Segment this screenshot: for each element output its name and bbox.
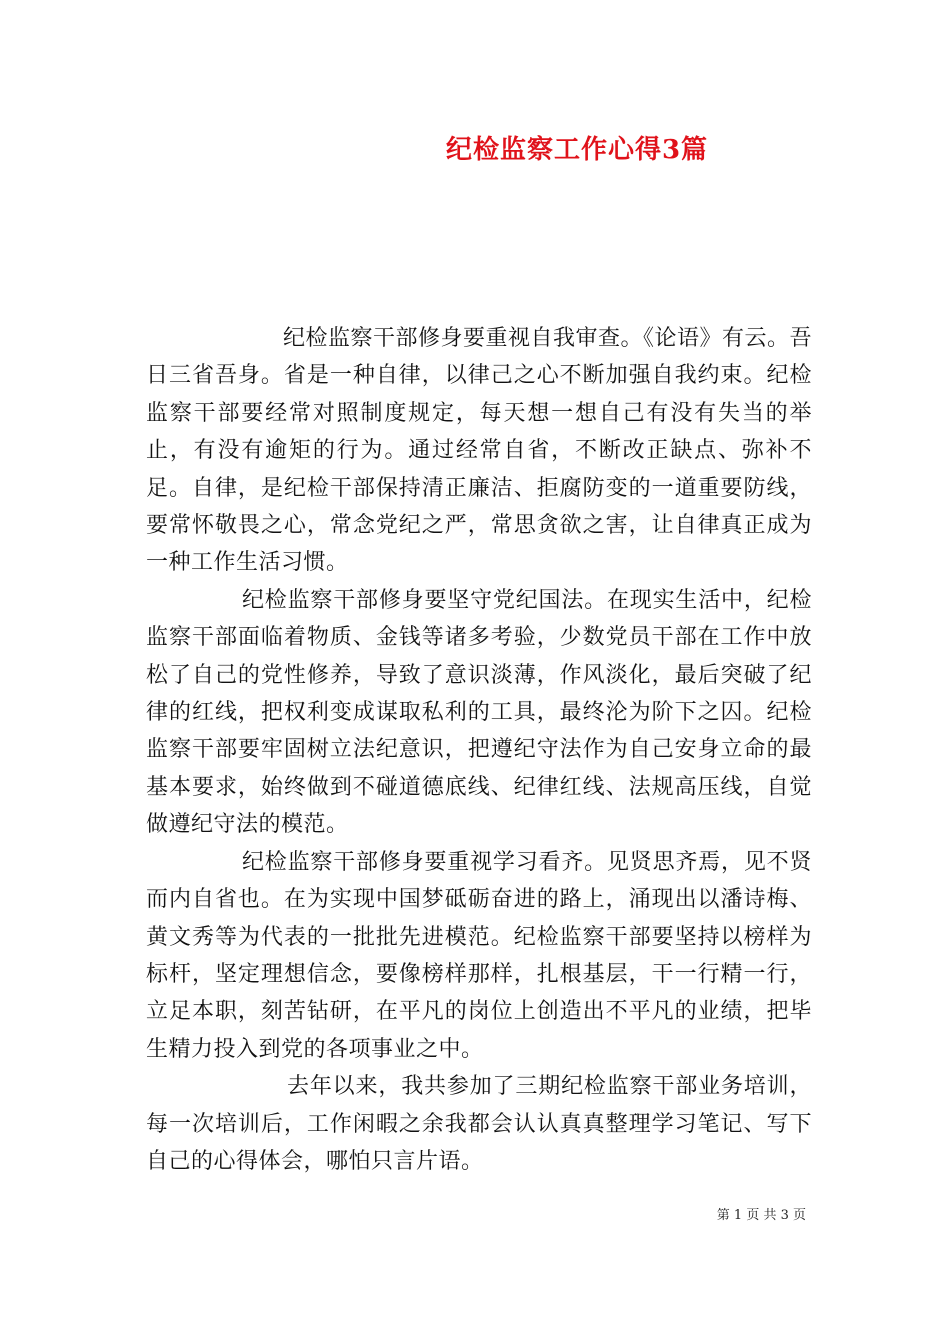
page-number-footer: 第 1 页 共 3 页 bbox=[716, 1208, 806, 1223]
paragraph-party-discipline: 纪检监察干部修身要坚守党纪国法。在现实生活中，纪检监察干部面临着物质、金钱等诸多考验，少数党员干部在工作中放松了自己的党性修养，导致了意识淡薄，作风淡化，最后突破了纪律的红线，把权利变成谋取私利的工具，最终沦为阶下之囚。纪检监察干部要牢固树立法纪意识，把遵纪守法作为自己安身立命的最基本要求，始终做到不碰道德底线、纪律红线、法规高压线，自觉做遵纪守法的模范。 bbox=[146, 587, 812, 838]
paragraph-training: 去年以来，我共参加了三期纪检监察干部业务培训，每一次培训后，工作闲暇之余我都会认认真真整理学习笔记、写下自己的心得体会，哪怕只言片语。 bbox=[146, 1074, 812, 1174]
document-title: 纪检监察工作心得3篇 bbox=[445, 135, 709, 165]
paragraph-self-review: 纪检监察干部修身要重视自我审查。《论语》有云。吾日三省吾身。省是一种自律，以律己之心不断加强自我约束。纪检监察干部要经常对照制度规定，每天想一想自己有没有失当的举止，有没有逾矩的行为。通过经常自省，不断改正缺点、弥补不足。自律，是纪检干部保持清正廉洁、拒腐防变的一道重要防线，要常怀敬畏之心，常念党纪之严，常思贪欲之害，让自律真正成为一种工作生活习惯。 bbox=[146, 326, 813, 576]
document-body bbox=[146, 320, 812, 1180]
paragraph-learning-role-models: 纪检监察干部修身要重视学习看齐。见贤思齐焉，见不贤而内自省也。在为实现中国梦砥砺奋进的路上，涌现出以潘诗梅、黄文秀等为代表的一批批先进模范。纪检监察干部要坚持以榜样为标杆，坚定理想信念，要像榜样那样，扎根基层，干一行精一行，立足本职，刻苦钻研，在平凡的岗位上创造出不平凡的业绩，把毕生精力投入到党的各项事业之中。 bbox=[146, 849, 812, 1062]
